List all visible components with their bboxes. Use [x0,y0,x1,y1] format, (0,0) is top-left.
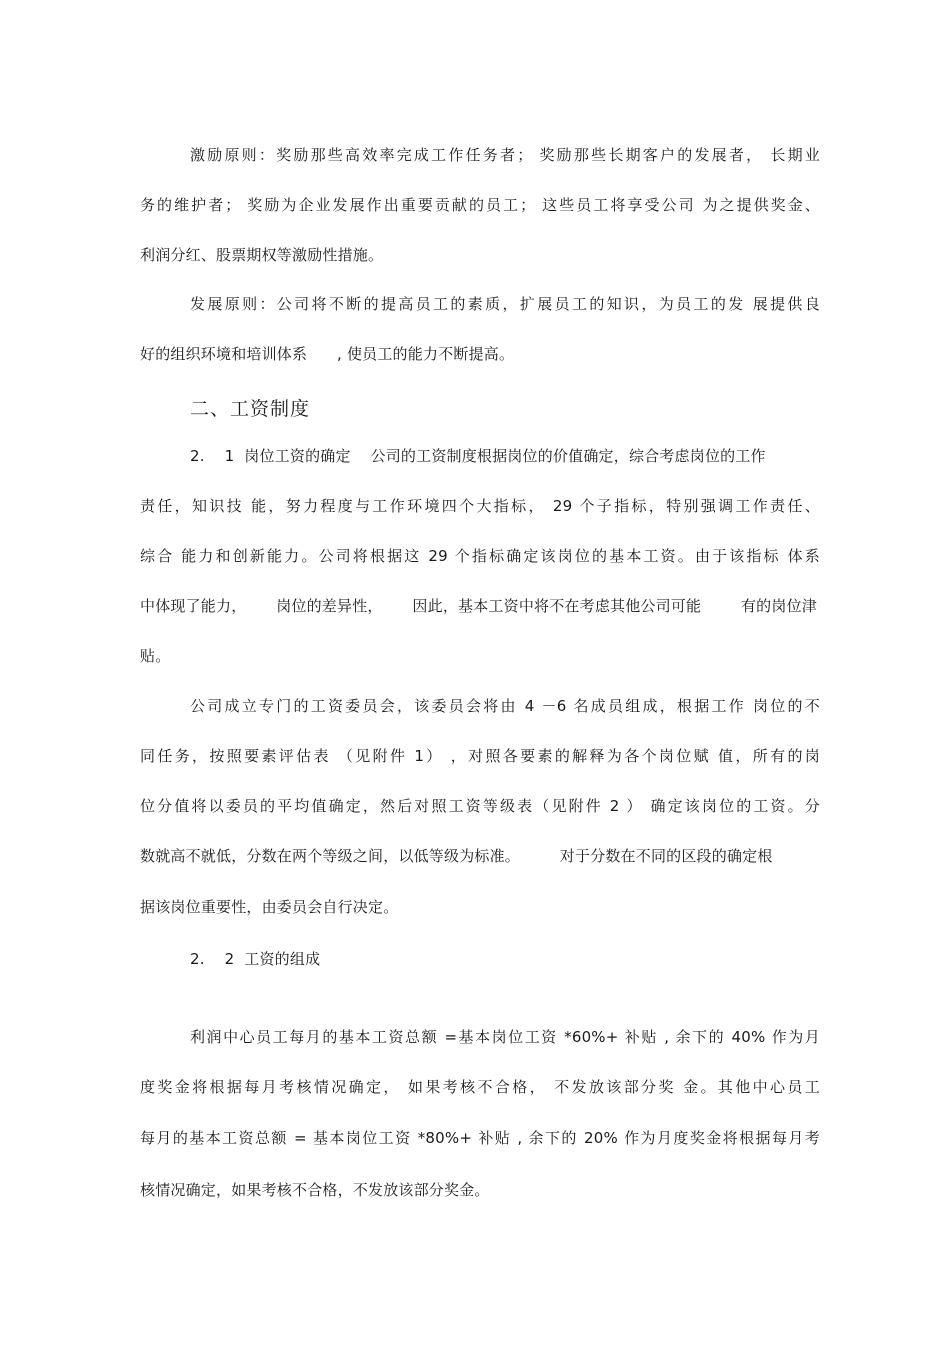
sub-heading-salary-composition: 2. 2 工资的组成 [190,950,321,968]
incentive-principle-line-3: 利润分红、股票期权等激励性措施。 [140,246,384,264]
salary-composition-line-2: 度奖金将根据每月考核情况确定， 如果考核不合格， 不发放该部分奖 金。其他中心员工 [140,1078,820,1096]
committee-line-2: 同任务，按照要素评估表 （见附件 1） ，对照各要素的解释为各个岗位赋 值，所有的岗 [140,747,820,765]
position-salary-line-2: 责任，知识技 能，努力程度与工作环境四个大指标， 29 个子指标，特别强调工作责任、 [140,497,820,515]
position-salary-line-4: 中体现了能力， 岗位的差异性， 因此，基本工资中将不在考虑其他公司可能 有的岗位津 [140,597,817,615]
committee-line-5: 据该岗位重要性，由委员会自行决定。 [140,898,399,916]
development-principle-line-2: 好的组织环境和培训体系 , 使员工的能力不断提高。 [140,345,515,363]
committee-line-3: 位分值将以委员的平均值确定，然后对照工资等级表（见附件 2 ） 确定该岗位的工资。分 [140,797,820,815]
section-heading-salary-system: 二、工资制度 [190,398,311,420]
position-salary-line-3: 综合 能力和创新能力。公司将根据这 29 个指标确定该岗位的基本工资。由于该指标 体系 [140,547,820,565]
position-salary-line-1: 2. 1 岗位工资的确定 公司的工资制度根据岗位的价值确定，综合考虑岗位的工作 [190,447,766,465]
development-principle-line-1: 发展原则：公司将不断的提高员工的素质，扩展员工的知识，为员工的发 展提供良 [190,295,820,313]
committee-line-1: 公司成立专门的工资委员会，该委员会将由 4 －6 名成员组成，根据工作 岗位的不 [190,697,820,715]
salary-composition-line-1: 利润中心员工每月的基本工资总额 =基本岗位工资 *60%+ 补贴 , 余下的 40% 作为月 [190,1028,820,1046]
position-salary-line-5: 贴。 [140,647,171,665]
incentive-principle-line-2: 务的维护者； 奖励为企业发展作出重要贡献的员工； 这些员工将享受公司 为之提供奖金、 [140,196,820,214]
salary-composition-line-3: 每月的基本工资总额 = 基本岗位工资 *80%+ 补贴 , 余下的 20% 作为月度奖金将根据每月考 [140,1129,820,1147]
committee-line-4: 数就高不就低，分数在两个等级之间，以低等级为标准。 对于分数在不同的区段的确定根 [140,847,773,865]
salary-composition-line-4: 核情况确定，如果考核不合格，不发放该部分奖金。 [140,1181,490,1199]
incentive-principle-line-1: 激励原则：奖励那些高效率完成工作任务者； 奖励那些长期客户的发展者， 长期业 [190,146,820,164]
